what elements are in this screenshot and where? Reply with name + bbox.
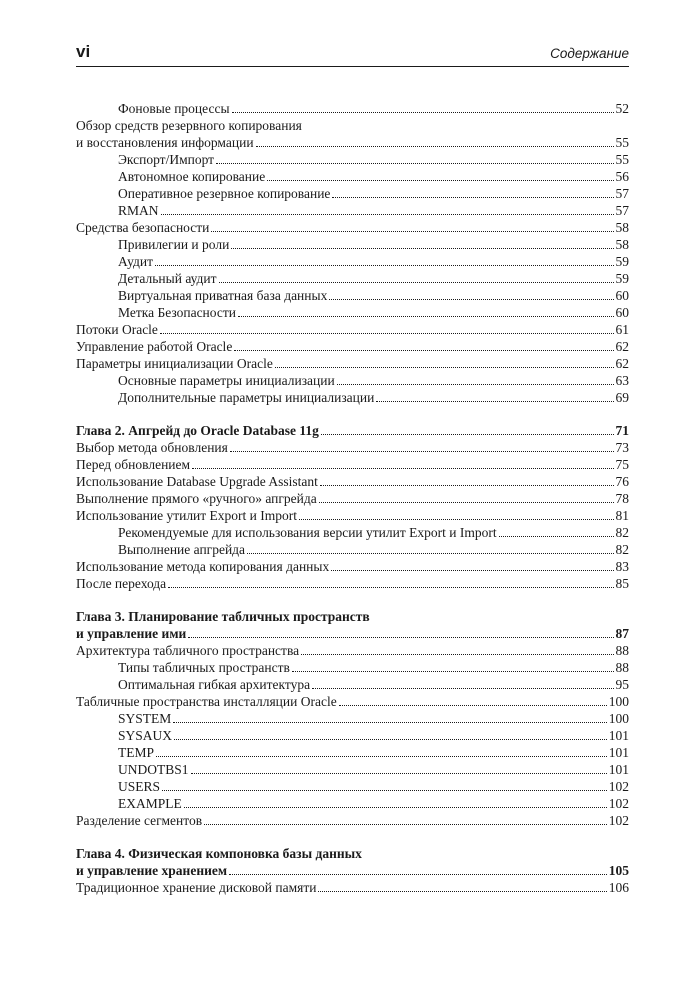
toc-entry [76, 744, 629, 761]
toc-entry [76, 507, 629, 524]
toc-entry-title: Табличные пространства инсталляции Oracle [76, 694, 337, 709]
toc-page-number: 76 [615, 474, 629, 489]
toc-entry-title: SYSTEM [118, 711, 172, 726]
toc-page-number: 102 [608, 796, 629, 811]
toc-entry [76, 117, 629, 134]
toc-entry-title: Выбор метода обновления [76, 440, 228, 455]
toc-entry [76, 321, 629, 338]
toc-entry-title: Разделение сегментов [76, 813, 203, 828]
toc-page-number: 87 [615, 626, 629, 641]
toc-entry-title: Использование Database Upgrade Assistant [76, 474, 318, 489]
table-of-contents [76, 100, 629, 896]
dot-leader [301, 654, 613, 655]
dot-leader [156, 756, 607, 757]
dot-leader [337, 384, 614, 385]
toc-entry-title: UNDOTBS1 [118, 762, 189, 777]
toc-entry [76, 185, 629, 202]
toc-entry-title: TEMP [118, 745, 155, 760]
toc-entry [76, 439, 629, 456]
toc-page-number: 62 [615, 339, 629, 354]
dot-leader [192, 468, 613, 469]
toc-entry-title: и управление ими [76, 626, 187, 641]
toc-entry [76, 253, 629, 270]
toc-entry-title: Управление работой Oracle [76, 339, 233, 354]
toc-entry-title: Средства безопасности [76, 220, 210, 235]
toc-entry-title: Перед обновлением [76, 457, 191, 472]
dot-leader [219, 282, 614, 283]
toc-entry-title: Автономное копирование [118, 169, 266, 184]
dot-leader [312, 688, 613, 689]
dot-leader [155, 265, 614, 266]
toc-chapter-entry [76, 608, 629, 625]
toc-page-number: 101 [608, 762, 629, 777]
dot-leader [299, 519, 613, 520]
toc-entry [76, 642, 629, 659]
toc-entry-title: Глава 4. Физическая компоновка базы данных [76, 846, 362, 861]
dot-leader [331, 570, 613, 571]
toc-entry-title: EXAMPLE [118, 796, 182, 811]
toc-page-number: 82 [615, 525, 629, 540]
toc-entry [76, 778, 629, 795]
toc-entry [76, 219, 629, 236]
toc-page-number: 102 [608, 813, 629, 828]
toc-chapter-entry [76, 845, 629, 862]
toc-entry [76, 270, 629, 287]
toc-page-number: 88 [615, 660, 629, 675]
toc-entry-title: Оперативное резервное копирование [118, 186, 331, 201]
toc-entry [76, 168, 629, 185]
toc-entry-title: Традиционное хранение дисковой памяти [76, 880, 317, 895]
dot-leader [499, 536, 614, 537]
toc-entry [76, 659, 629, 676]
dot-leader [168, 587, 613, 588]
toc-page-number: 101 [608, 745, 629, 760]
toc-page-number: 62 [615, 356, 629, 371]
toc-page-number: 101 [608, 728, 629, 743]
dot-leader [231, 248, 613, 249]
toc-entry-title: Обзор средств резервного копирования [76, 118, 302, 133]
dot-leader [188, 637, 613, 638]
toc-entry [76, 202, 629, 219]
toc-entry [76, 236, 629, 253]
toc-entry-title: Рекомендуемые для использования версии утилит Export и Import [118, 525, 497, 540]
toc-page-number: 60 [615, 305, 629, 320]
toc-entry-title: SYSAUX [118, 728, 173, 743]
toc-entry [76, 693, 629, 710]
dot-leader [247, 553, 613, 554]
toc-entry [76, 812, 629, 829]
toc-entry-title: Использование метода копирования данных [76, 559, 330, 574]
toc-entry-title: Детальный аудит [118, 271, 217, 286]
toc-page-number: 95 [615, 677, 629, 692]
toc-entry [76, 389, 629, 406]
toc-page-number: 58 [615, 220, 629, 235]
toc-entry-title: Привилегии и роли [118, 237, 230, 252]
page-number: vi [76, 42, 91, 61]
toc-entry [76, 287, 629, 304]
dot-leader [376, 401, 613, 402]
toc-page-number: 83 [615, 559, 629, 574]
dot-leader [204, 824, 607, 825]
toc-chapter-entry [76, 422, 629, 439]
toc-entry-title: Дополнительные параметры инициализации [118, 390, 375, 405]
toc-entry [76, 558, 629, 575]
toc-page-number: 56 [615, 169, 629, 184]
toc-entry-title: После перехода [76, 576, 167, 591]
toc-chapter-entry [76, 625, 629, 642]
toc-entry-title: Параметры инициализации Oracle [76, 356, 273, 371]
toc-entry [76, 490, 629, 507]
toc-entry [76, 134, 629, 151]
toc-page-number: 105 [608, 863, 629, 878]
toc-entry-title: RMAN [118, 203, 159, 218]
toc-page-number: 100 [608, 694, 629, 709]
dot-leader [184, 807, 607, 808]
dot-leader [234, 350, 613, 351]
toc-entry [76, 879, 629, 896]
toc-page-number: 61 [615, 322, 629, 337]
toc-entry [76, 795, 629, 812]
toc-page-number: 100 [608, 711, 629, 726]
dot-leader [174, 739, 607, 740]
toc-page-number: 81 [615, 508, 629, 523]
toc-page-number: 73 [615, 440, 629, 455]
dot-leader [318, 891, 606, 892]
dot-leader [238, 316, 614, 317]
toc-page-number: 60 [615, 288, 629, 303]
toc-page-number: 69 [615, 390, 629, 405]
toc-chapter-entry [76, 862, 629, 879]
toc-entry-title: Использование утилит Export и Import [76, 508, 298, 523]
dot-leader [161, 214, 614, 215]
toc-entry [76, 524, 629, 541]
toc-entry [76, 761, 629, 778]
toc-entry-title: USERS [118, 779, 161, 794]
toc-entry [76, 541, 629, 558]
toc-entry [76, 727, 629, 744]
dot-leader [329, 299, 613, 300]
dot-leader [229, 874, 607, 875]
toc-entry [76, 575, 629, 592]
dot-leader [319, 502, 614, 503]
toc-page-number: 57 [615, 186, 629, 201]
toc-entry-title: Оптимальная гибкая архитектура [118, 677, 311, 692]
toc-page-number: 102 [608, 779, 629, 794]
toc-page-number: 106 [608, 880, 629, 895]
toc-page-number: 78 [615, 491, 629, 506]
dot-leader [211, 231, 613, 232]
dot-leader [339, 705, 607, 706]
toc-entry-title: Потоки Oracle [76, 322, 158, 337]
toc-entry [76, 710, 629, 727]
toc-page-number: 52 [615, 101, 629, 116]
dot-leader [173, 722, 606, 723]
toc-page-number: 88 [615, 643, 629, 658]
toc-page-number: 82 [615, 542, 629, 557]
toc-entry-title: Выполнение прямого «ручного» апгрейда [76, 491, 317, 506]
dot-leader [267, 180, 613, 181]
dot-leader [230, 451, 614, 452]
toc-page-number: 63 [615, 373, 629, 388]
toc-entry-title: Аудит [118, 254, 153, 269]
toc-entry-title: Выполнение апгрейда [118, 542, 246, 557]
toc-entry-title: Виртуальная приватная база данных [118, 288, 328, 303]
running-title: Содержание [550, 46, 629, 61]
toc-page-number: 59 [615, 271, 629, 286]
dot-leader [320, 485, 614, 486]
toc-page-number: 75 [615, 457, 629, 472]
toc-entry-title: Глава 2. Апгрейд до Oracle Database 11g [76, 423, 319, 438]
toc-entry [76, 676, 629, 693]
toc-page-number: 71 [615, 423, 629, 438]
toc-entry [76, 100, 629, 117]
toc-entry [76, 473, 629, 490]
toc-entry [76, 338, 629, 355]
toc-page-number: 58 [615, 237, 629, 252]
toc-page-number: 55 [615, 135, 629, 150]
dot-leader [275, 367, 614, 368]
toc-entry-title: и управление хранением [76, 863, 228, 878]
dot-leader [256, 146, 614, 147]
toc-entry-title: Типы табличных пространств [118, 660, 290, 675]
toc-page-number: 55 [615, 152, 629, 167]
toc-entry-title: и восстановления информации [76, 135, 254, 150]
toc-entry-title: Метка Безопасности [118, 305, 236, 320]
dot-leader [216, 163, 613, 164]
toc-page-number: 59 [615, 254, 629, 269]
toc-entry-title: Глава 3. Планирование табличных пространств [76, 609, 370, 624]
dot-leader [162, 790, 607, 791]
toc-entry [76, 456, 629, 473]
dot-leader [232, 112, 614, 113]
dot-leader [321, 434, 614, 435]
page-header [76, 40, 629, 67]
toc-entry-title: Основные параметры инициализации [118, 373, 335, 388]
toc-entry [76, 355, 629, 372]
toc-entry-title: Фоновые процессы [118, 101, 230, 116]
toc-entry-title: Экспорт/Импорт [118, 152, 215, 167]
dot-leader [191, 773, 607, 774]
toc-entry [76, 304, 629, 321]
dot-leader [332, 197, 613, 198]
toc-entry-title: Архитектура табличного пространства [76, 643, 300, 658]
dot-leader [292, 671, 614, 672]
toc-entry [76, 372, 629, 389]
toc-entry [76, 151, 629, 168]
toc-page-number: 57 [615, 203, 629, 218]
toc-page-number: 85 [615, 576, 629, 591]
dot-leader [160, 333, 614, 334]
